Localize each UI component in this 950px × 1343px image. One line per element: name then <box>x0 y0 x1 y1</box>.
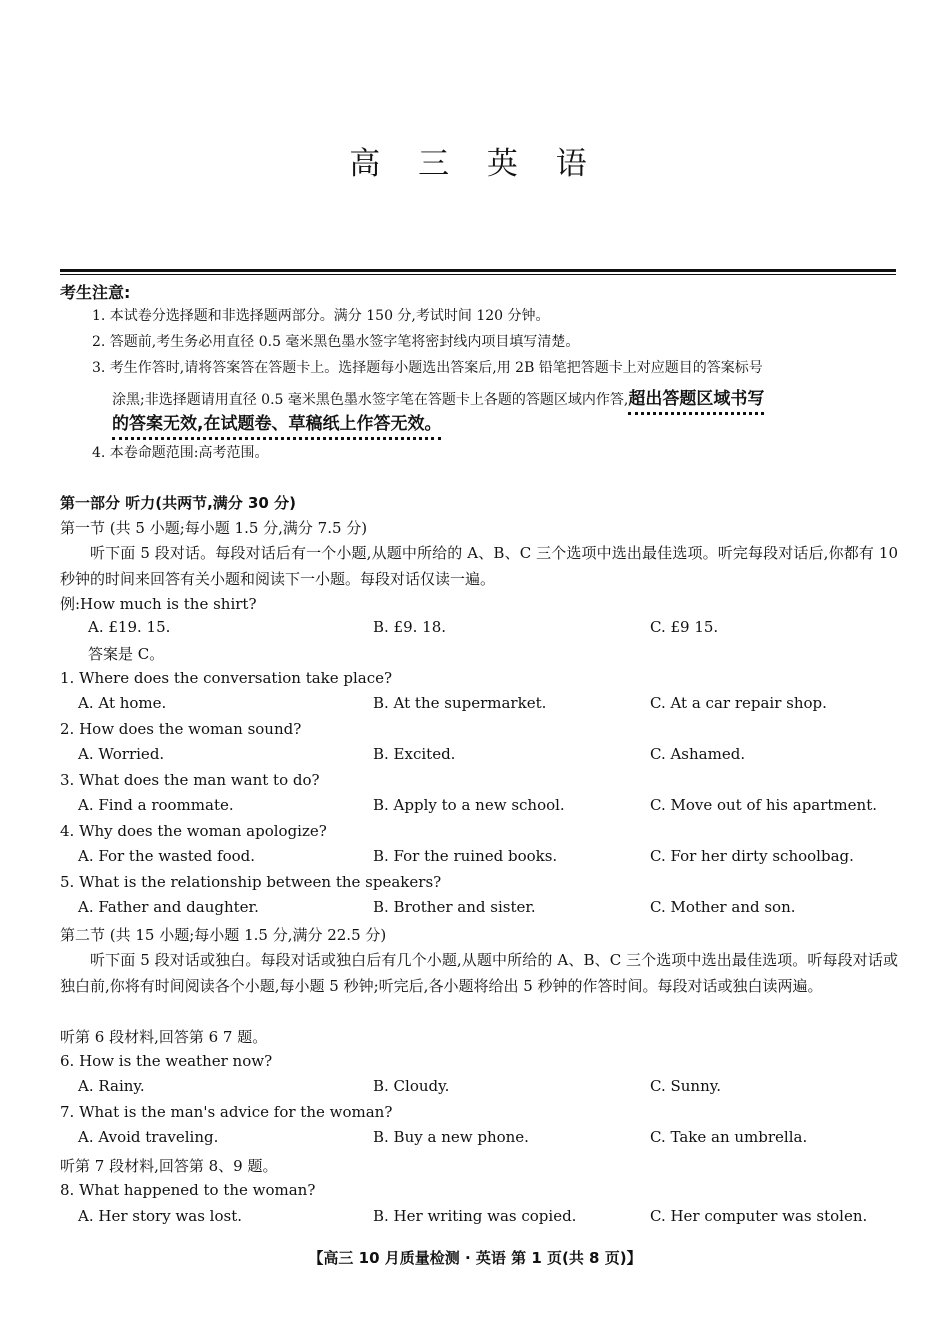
part1-heading: 第一部分 听力(共两节,满分 30 分) <box>60 494 296 512</box>
question-2-option-c: C. Ashamed. <box>650 745 746 763</box>
question-6: 6. How is the weather now? <box>60 1052 273 1070</box>
question-1-option-b: B. At the supermarket. <box>373 694 547 712</box>
question-1: 1. Where does the conversation take place? <box>60 669 393 687</box>
notice-item-4: 4. 本卷命题范围:高考范围。 <box>92 445 269 461</box>
question-7-option-c: C. Take an umbrella. <box>650 1128 808 1146</box>
question-4-option-b: B. For the ruined books. <box>373 847 558 865</box>
notice-item-3-line-1: 3. 考生作答时,请将答案答在答题卡上。选择题每小题选出答案后,用 2B 铅笔把答题卡上对应题目的答案标号 <box>92 360 763 376</box>
section1-heading: 第一节 (共 5 小题;每小题 1.5 分,满分 7.5 分) <box>60 519 368 537</box>
question-4-option-a: A. For the wasted food. <box>78 847 255 865</box>
question-8-option-c: C. Her computer was stolen. <box>650 1207 868 1225</box>
material-6-instruction: 听第 6 段材料,回答第 6 7 题。 <box>60 1028 268 1046</box>
example-question: 例:How much is the shirt? <box>60 595 257 613</box>
question-5-option-c: C. Mother and son. <box>650 898 796 916</box>
notice-item-3-emphasis-b-text: 的答案无效,在试题卷、草稿纸上作答无效。 <box>112 414 441 440</box>
question-6-option-a: A. Rainy. <box>78 1077 145 1095</box>
example-answer: 答案是 C。 <box>88 645 165 663</box>
question-7-option-b: B. Buy a new phone. <box>373 1128 529 1146</box>
question-5-option-b: B. Brother and sister. <box>373 898 536 916</box>
question-3-option-c: C. Move out of his apartment. <box>650 796 877 814</box>
question-8: 8. What happened to the woman? <box>60 1181 316 1199</box>
question-6-option-c: C. Sunny. <box>650 1077 721 1095</box>
header-divider <box>60 269 896 272</box>
notice-heading: 考生注意: <box>60 283 131 302</box>
question-5: 5. What is the relationship between the speakers? <box>60 873 442 891</box>
question-4-option-c: C. For her dirty schoolbag. <box>650 847 854 865</box>
section1-intro: 听下面 5 段对话。每段对话后有一个小题,从题中所给的 A、B、C 三个选项中选出最佳选项。听完每段对话后,你都有 10 秒钟的时间来回答有关小题和阅读下一小题。每段对话仅读一遍。 <box>60 544 898 588</box>
question-7-option-a: A. Avoid traveling. <box>78 1128 219 1146</box>
page-footer: 【高三 10 月质量检测 · 英语 第 1 页(共 8 页)】 <box>308 1249 642 1267</box>
question-4: 4. Why does the woman apologize? <box>60 822 327 840</box>
section2-intro: 听下面 5 段对话或独白。每段对话或独白后有几个小题,从题中所给的 A、B、C 三个选项中选出最佳选项。听每段对话或独白前,你将有时间阅读各个小题,每小题 5 秒钟;听完后,各小题将给出 5 秒钟的作答时间。每段对话或独白读两遍。 <box>60 951 898 995</box>
question-6-option-b: B. Cloudy. <box>373 1077 450 1095</box>
notice-item-1: 1. 本试卷分选择题和非选择题两部分。满分 150 分,考试时间 120 分钟。 <box>92 308 550 324</box>
material-7-instruction: 听第 7 段材料,回答第 8、9 题。 <box>60 1157 278 1175</box>
example-option-c: C. £9 15. <box>650 618 719 636</box>
question-5-option-a: A. Father and daughter. <box>78 898 259 916</box>
notice-item-2: 2. 答题前,考生务必用直径 0.5 毫米黑色墨水签字笔将密封线内项目填写清楚。 <box>92 334 580 350</box>
header-divider-thin <box>60 274 896 275</box>
notice-item-3-text: 涂黑;非选择题请用直径 0.5 毫米黑色墨水签字笔在答题卡上各题的答题区域内作答, <box>112 392 629 408</box>
notice-item-3-emphasis-a: 超出答题区域书写 <box>628 389 764 415</box>
notice-item-3-line-2 <box>112 384 764 409</box>
question-3-option-b: B. Apply to a new school. <box>373 796 565 814</box>
question-1-option-c: C. At a car repair shop. <box>650 694 827 712</box>
question-2-option-b: B. Excited. <box>373 745 456 763</box>
example-option-a: A. £19. 15. <box>88 618 171 636</box>
question-2: 2. How does the woman sound? <box>60 720 302 738</box>
page-title: 高 三 英 语 <box>349 146 601 182</box>
question-1-option-a: A. At home. <box>78 694 167 712</box>
question-8-option-b: B. Her writing was copied. <box>373 1207 577 1225</box>
notice-item-3-emphasis-b <box>112 409 441 434</box>
question-3: 3. What does the man want to do? <box>60 771 320 789</box>
question-2-option-a: A. Worried. <box>78 745 165 763</box>
question-7: 7. What is the man's advice for the woman? <box>60 1103 393 1121</box>
example-option-b: B. £9. 18. <box>373 618 447 636</box>
question-3-option-a: A. Find a roommate. <box>78 796 234 814</box>
question-8-option-a: A. Her story was lost. <box>78 1207 243 1225</box>
section2-heading: 第二节 (共 15 小题;每小题 1.5 分,满分 22.5 分) <box>60 926 387 944</box>
